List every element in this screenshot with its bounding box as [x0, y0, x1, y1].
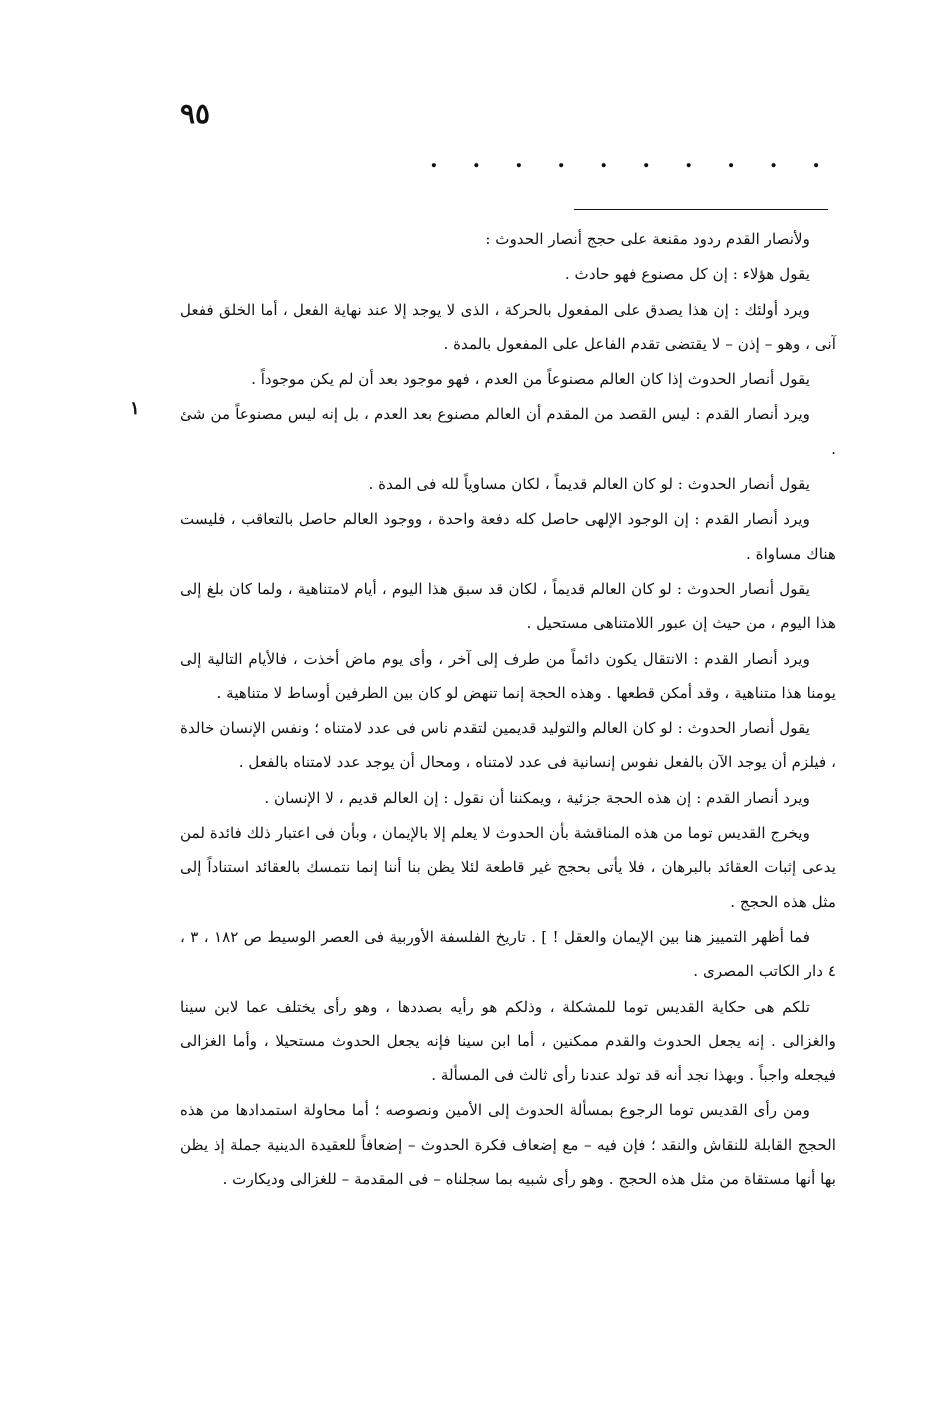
paragraph: فما أظهر التمييز هنا بين الإيمان والعقل ! ] . تاريخ الفلسفة الأوربية فى العصر الوسيط ص ١٨٢ ، ٣ ، ٤ دار الكاتب المصرى .: [180, 927, 836, 981]
paragraph: يقول هؤلاء : إن كل مصنوع فهو حادث .: [564, 265, 810, 284]
paragraph: ويرد أنصار القدم : إن هذه الحجة جزئية ، ويمكننا أن نقول : إن العالم قديم ، لا الإنسان .: [264, 788, 810, 807]
paragraph: ومن رأى القديس توما الرجوع بمسألة الحدوث إلى الأمين ونصوصه ؛ أما محاولة استمدادها من هذه الحجج القابلة للنقاش والنقد ؛ فإن فيه – مع إضعاف فكرة الحدوث – إضعافاً للعقيدة الدينية جملة إذ يظن بها أنها مستقاة من مثل هذه الحجج . وهو رأى شبيه بما سجلناه – فى المقدمة – للغزالى وديكارت .: [180, 1101, 836, 1189]
paragraph: ويخرج القديس توما من هذه المناقشة بأن الحدوث لا يعلم إلا بالإيمان ، وبأن فى اعتبار ذلك فائدة لمن يدعى إثبات العقائد بالبرهان ، فلا يأتى بحجج غير قاطعة لئلا يظن بنا أننا إنما نتمسك بالعقائد استناداً إلى مثل هذه الحجج .: [180, 824, 836, 911]
footnote-marker: ١: [130, 398, 140, 419]
separator-dot: .: [514, 147, 523, 173]
body-text: [180, 222, 836, 1196]
paragraph: تلكم هى حكاية القديس توما للمشكلة ، وذلكم هو رأيه بصددها ، وهو رأى يختلف عما لابن سينا والغزالى . إنه يجعل الحدوث والقدم ممكنين ، أما ابن سينا فإنه يجعل الحدوث مستحيلا ، وأما الغزالى فيجعله واجباً . وبهذا نجد أنه قد تولد عندنا رأى ثالث فى المسألة .: [180, 997, 836, 1085]
page-number: ٩٥: [180, 97, 211, 130]
paragraph: يقول أنصار الحدوث إذا كان العالم مصنوعاً من العدم ، فهو موجود بعد أن لم يكن موجوداً .: [251, 370, 810, 389]
paragraph: ولأنصار القدم ردود مقنعة على حجج أنصار الحدوث :: [485, 230, 810, 248]
separator-dot: .: [684, 147, 693, 173]
paragraph: ويرد أنصار القدم : ليس القصد من المقدم أن العالم مصنوع بعد العدم ، بل إنه ليس مصنوعاً من شئ .: [180, 405, 836, 458]
paragraph: يقول أنصار الحدوث : لو كان العالم والتوليد قديمين لتقدم ناس فى عدد لامتناه ؛ ونفس الإنسان خالدة ، فيلزم أن يوجد الآن بالفعل نفوس إنسانية فى عدد لامتناه ، ومحال أن يوجد عدد لامتناه بالفعل .: [180, 719, 836, 772]
section-rule: [574, 209, 828, 210]
separator-dot: .: [430, 147, 438, 173]
paragraph: ويرد أنصار القدم : الانتقال يكون دائماً من طرف إلى آخر ، وأى يوم ماض أخذت ، فالأيام التالية إلى يومنا هذا متناهية ، وقد أمكن قطعها . وهذه الحجة إنما تنهض لو كان بين الطرفين أوساط لا متناهية .: [180, 649, 836, 702]
separator-dot: .: [599, 147, 608, 173]
paragraph: ويرد أنصار القدم : إن الوجود الإلهى حاصل كله دفعة واحدة ، ووجود العالم حاصل بالتعاقب ، فليست هناك مساواة .: [180, 510, 836, 563]
separator-dot: .: [769, 147, 778, 173]
separator-dot: .: [557, 147, 566, 173]
separator-dot: .: [472, 147, 481, 173]
paragraph: ويرد أولئك : إن هذا يصدق على المفعول بالحركة ، الذى لا يوجد إلا عند نهاية الفعل ، أما الخلق ففعل آنى ، وهو – إذن – لا يقتضى تقدم الفاعل على المفعول بالمدة .: [180, 300, 836, 353]
paragraph: يقول أنصار الحدوث : لو كان العالم قديماً ، لكان مساوياً لله فى المدة .: [368, 475, 810, 494]
separator-dot: .: [642, 147, 651, 173]
separator-dots: [430, 148, 820, 172]
separator-dot: .: [812, 147, 820, 173]
paragraph: يقول أنصار الحدوث : لو كان العالم قديماً ، لكان قد سبق هذا اليوم ، أيام لامتناهية ، ولما كان بلغ إلى هذا اليوم ، من حيث إن عبور اللامتناهى مستحيل .: [180, 579, 836, 633]
separator-dot: .: [727, 147, 735, 173]
